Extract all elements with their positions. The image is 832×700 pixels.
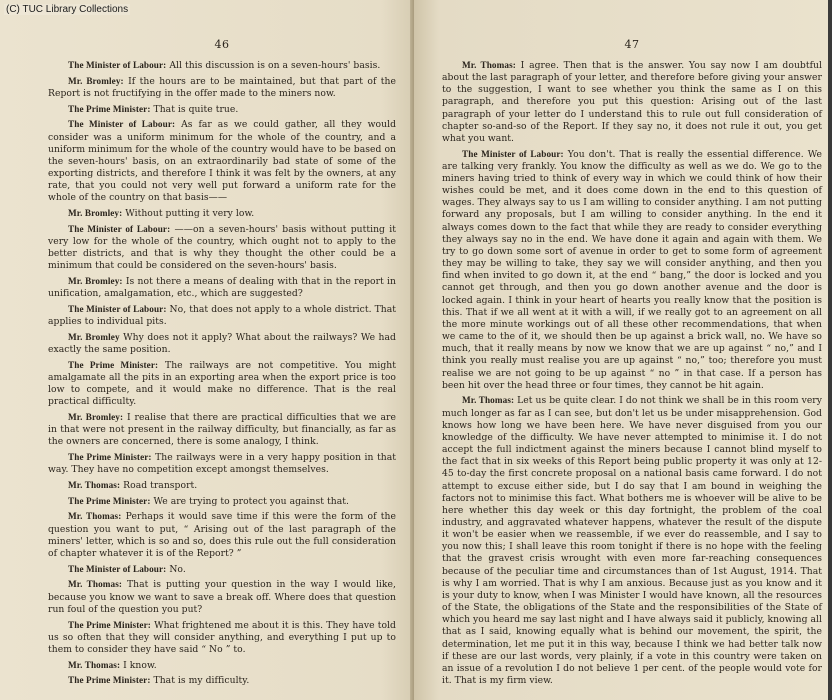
speech-text: I realise that there are practical difficulties that we are in that were not present in the railway difficulty, but financially, as far as the owners are concerned, there is some analogy, I think. [48,412,396,448]
watermark: (C) TUC Library Collections [6,4,129,15]
speaker-name: The Prime Minister: [68,452,152,463]
speech-text: What frightened me about it is this. They have told us so often that they will consider anything, and everything I put up to them to consider they have said “ No ” to. [48,619,396,655]
speaker-name: Mr. Bromley: [68,412,124,422]
paragraph [48,674,396,687]
paragraph [48,510,396,560]
speaker-name: Mr. Thomas: [462,60,516,70]
speech-text: As far as we could gather, all they would consider was a uniform minimum for the whole of the country, and a uniform minimum for the whole of the country would have to be based on the seven-hours' basis, on an extraordinarily bad state of some of the exporting districts, and therefore I think it was felt by the owners, at any rate, that you could not very well put forward a uniform rate for the whole of the country on that basis—— [48,119,396,204]
speaker-name: The Prime Minister: [68,675,151,686]
paragraph [48,495,396,508]
speaker-name: Mr. Bromley [68,331,120,342]
speaker-name: The Minister of Labour: [68,60,167,70]
speaker-name: Mr. Thomas: [68,659,121,670]
speech-text: You don't. That is really the essential difference. We are talking very frankly. You know the difficulty as well as we do. We go to the miners having tried to think of every way in which we could think of how their wishes could be met, and it does come down in the end to this question of wages. They always say to us I am willing to consider anything. I am not putting forward any proposals, but I am willing to consider anything. In the end it always comes down to the fact that while they are ready to consider everything they always say no in the end. We have done it again and again with them. We try to go down some sort of avenue in order to get to some form of agreement they may be willing to take, they say we will consider anything, and then you find when invited to go down it, at the end “ bang,” the door is locked and you cannot get through, and then you go down another avenue and the door is locked again. I think in your heart of hearts you really know that the position is this. That if we all went at it with a will, if we really got to an agreement on all the more minute workings out of all these other recommendations, that when we came to the of it, we should then be up against a brick wall, no. We have so much, that it really means by now we know that we are up against “ no,” and I think you really must realise you are up against “ no,” too; therefore you must realise we are not going to be up against “ no ” in that case. If a person has been hit over the head three or four times, they cannot be hit again. [442,148,822,391]
speaker-name: The Minister of Labour: [68,303,167,314]
paragraph [48,479,396,492]
paragraph [48,359,396,409]
speech-text: That is putting your question in the way I would like, because you know we want to save a break off. Where does that question run foul of the question you put? [48,579,396,615]
speech-text: No. [169,563,186,575]
paragraph [48,275,396,300]
paragraph [442,59,822,145]
page-body [442,59,822,687]
paragraph [48,103,396,116]
speaker-name: The Prime Minister: [68,103,151,114]
paragraph [48,118,396,204]
paragraph [48,59,396,72]
speaker-name: The Prime Minister: [68,495,151,506]
speaker-name: Mr. Bromley: [68,276,123,287]
paragraph [48,207,396,220]
speech-text: The railways are not competitive. You might amalgamate all the pits in an exporting area when the export price is too low to compete, and it would make no difference. That is the real practical difficulty. [48,359,396,408]
speaker-name: Mr. Bromley: [68,75,124,86]
left-page [0,0,414,700]
speaker-name: The Minister of Labour: [68,563,167,574]
speech-text: Is not there a means of dealing with that in the report in unification, amalgamation, etc., which are suggested? [48,276,396,300]
page-number: 46 [214,38,230,51]
speaker-name: Mr. Bromley: [68,208,123,219]
speaker-name: The Prime Minister: [68,619,151,630]
speech-text: No, that does not apply to a whole district. That applies to individual pits. [48,303,396,328]
speech-text: I agree. Then that is the answer. You say now I am doubtful about the last paragraph of your letter, and therefore before giving your answer to the suggestion, I want to see whether you think the same as I on this paragraph, and therefore you put this question: Arising out of the last paragraph of your letter do I understand this to rule out full consideration of chapter so-and-so of the Report. If they say no, it does not rule it out, you get what you want. [442,60,822,144]
speech-text: I know. [123,659,157,671]
speaker-name: The Minister of Labour: [68,223,171,234]
paragraph [442,148,822,392]
speech-text: The railways were in a very happy position in that way. They have no competition except amongst themselves. [48,452,396,476]
speaker-name: Mr. Thomas: [462,395,515,406]
speech-text: That is my difficulty. [153,675,250,687]
speaker-name: The Prime Minister: [68,359,159,370]
speech-text: That is quite true. [153,103,239,115]
paragraph [48,303,396,328]
speech-text: ——on a seven-hours' basis without putting it very low for the whole of the country, which ought not to apply to the better districts, and that is why they thought the other could be a minimum that could be considered on the seven-hours' basis. [48,223,396,272]
paragraph [48,563,396,576]
speech-text: Why does not it apply? What about the railways? We had exactly the same position. [48,331,396,356]
paragraph [48,659,396,672]
page-number: 47 [624,38,640,51]
speech-text: If the hours are to be maintained, but that part of the Report is not fructifying in the offer made to the miners now. [48,75,396,99]
page-body [48,59,396,687]
page-edge [828,0,832,700]
speech-text: Road transport. [123,479,198,491]
speaker-name: Mr. Thomas: [68,479,121,490]
speaker-name: Mr. Thomas: [68,511,122,522]
speaker-name: The Minister of Labour: [68,119,176,130]
speaker-name: The Minister of Labour: [462,148,564,159]
paragraph [48,411,396,448]
speech-text: Let us be quite clear. I do not think we shall be in this room very much longer as far as I can see, but don't let us be under misapprehension. God knows how long we have been here. We have never disguised from you our knowledge of the difficulty. We have never attempted to minimise it. I do not accept the full indictment against the miners because I cannot blind myself to the fact that in six weeks of this Report being public property it was only at 12-45 to-day the first concrete proposal on a national basis came forward. I do not attempt to excuse either side, but I do say that I am bound in weighing the factors not to minimise this fact. What bothers me is whoever will be alive to be here whether this day week or this day fortnight, the problem of the coal industry, and aggravated whatever happens, whatever the result of the dispute it won't be easier when we reassemble, if we ever do reassemble, and I say to you now this; I shall leave this room tonight if there is no hope with the feeling that the gravest crisis wrought with even more far-reaching consequences because of the peculiar time and circumstances than of 1st August, 1914. That is why I am worried. That is why I am anxious. Because just as you know and it is your duty to know, when I was Minister I would have known, all the resources of the State, the obligations of the State and the responsibilities of the State of which you heard me say last night and I have always said it publicly, knowing all that as I said, knowing equally what is behind our movement, the spirit, the determination, let me put it in this way, because I think we had better talk now if these are our last words, very plainly, if a vote in this country were taken on an issue of a revolution I do not believe 1 per cent. of the people would vote for it. That is my firm view. [442,395,822,686]
paragraph [48,75,396,100]
speech-text: We are trying to protect you against that. [153,495,349,507]
paragraph [442,394,822,687]
right-page [414,0,832,700]
paragraph [48,619,396,656]
paragraph [48,451,396,476]
speech-text: All this discussion is on a seven-hours' basis. [169,60,381,71]
speech-text: Without putting it very low. [125,208,255,220]
paragraph [48,223,396,273]
paragraph [48,578,396,615]
speech-text: Perhaps it would save time if this were the form of the question you want to put, “ Arising out of the last paragraph of the miners' letter, which is so and so, does this rule out the full consideration of chapter whatever it is of the Report? ” [48,511,396,559]
paragraph [48,331,396,356]
speaker-name: Mr. Thomas: [68,579,123,590]
